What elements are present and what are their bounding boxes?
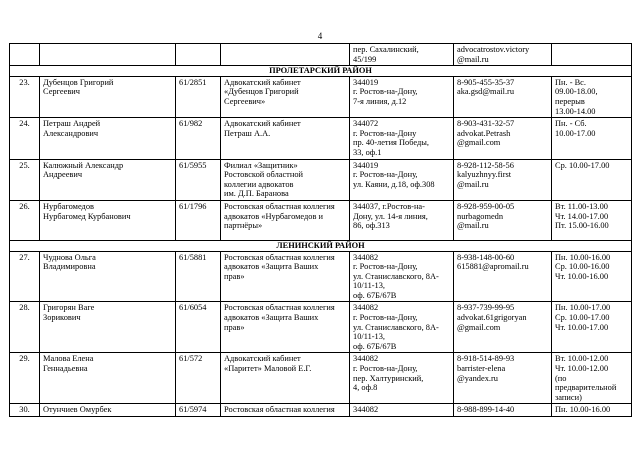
- address-cell: 344037, г.Ростов-на- Дону, ул. 14-я линия, 86, оф.313: [350, 200, 454, 240]
- row-number: 26.: [10, 200, 40, 240]
- row-number: 24.: [10, 118, 40, 159]
- registry-number: 61/982: [176, 118, 221, 159]
- row-number: 27.: [10, 251, 40, 302]
- contact-cell: 8-903-431-32-57 advokat.Petrash @gmail.com: [454, 118, 552, 159]
- contact-cell: 8-938-148-00-60 615881@apromail.ru: [454, 251, 552, 302]
- organization: Адвокатский кабинет Петраш А.А.: [221, 118, 350, 159]
- table-row: [10, 302, 632, 353]
- office-hours: Пн. 10.00-16.00: [552, 404, 632, 417]
- lawyer-name: Отунчиев Омурбек: [40, 404, 176, 417]
- lawyer-name: Чуднова Ольга Владимировна: [40, 251, 176, 302]
- row-number: 30.: [10, 404, 40, 417]
- registry-number: 61/2851: [176, 76, 221, 117]
- table-row: [10, 200, 632, 240]
- table-row: [10, 44, 632, 66]
- district-title: ПРОЛЕТАРСКИЙ РАЙОН: [10, 66, 632, 77]
- organization: Адвокатский кабинет «Паритет» Маловой Е.Г.: [221, 353, 350, 404]
- address-cell: 344082 г. Ростов-на-Дону, пер. Халтуринский, 4, оф.8: [350, 353, 454, 404]
- district-title: ЛЕНИНСКИЙ РАЙОН: [10, 240, 632, 251]
- organization: Ростовская областная коллегия адвокатов «Защита Ваших прав»: [221, 302, 350, 353]
- lawyers-table: [9, 43, 632, 417]
- table-row: [10, 353, 632, 404]
- office-hours: Пн. - Сб. 10.00-17.00: [552, 118, 632, 159]
- table-row: [10, 118, 632, 159]
- address-cell: 344082 г. Ростов-на-Дону, ул. Станиславского, 8А- 10/11-13, оф. 67Б/67В: [350, 302, 454, 353]
- district-header: [10, 240, 632, 251]
- contact-cell: 8-918-514-89-93 barrister-elena @yandex.ru: [454, 353, 552, 404]
- contact-cell: advocatrostov.victory @mail.ru: [454, 44, 552, 66]
- row-number: 29.: [10, 353, 40, 404]
- organization: Адвокатский кабинет «Дубенцов Григорий Сергеевич»: [221, 76, 350, 117]
- office-hours: Пн. 10.00-17.00 Ср. 10.00-17.00 Чт. 10.00-17.00: [552, 302, 632, 353]
- registry-number: 61/5974: [176, 404, 221, 417]
- registry-number: 61/6054: [176, 302, 221, 353]
- lawyer-name: Калюжный Александр Андреевич: [40, 159, 176, 200]
- address-cell: 344019 г. Ростов-на-Дону, ул. Каяни, д.18, оф.308: [350, 159, 454, 200]
- address-cell: 344019 г. Ростов-на-Дону, 7-я линия, д.12: [350, 76, 454, 117]
- lawyer-name: Малова Елена Геннадьевна: [40, 353, 176, 404]
- registry-number: 61/572: [176, 353, 221, 404]
- contact-cell: 8-928-112-58-56 kalyuzhnyy.first @mail.ru: [454, 159, 552, 200]
- registry-number: 61/5881: [176, 251, 221, 302]
- lawyer-name: Григорян Ваге Зорикович: [40, 302, 176, 353]
- row-number: 23.: [10, 76, 40, 117]
- lawyer-name: Дубенцов Григорий Сергеевич: [40, 76, 176, 117]
- table-row: [10, 251, 632, 302]
- contact-cell: 8-905-455-35-37 aka.gsd@mail.ru: [454, 76, 552, 117]
- contact-cell: 8-988-899-14-40: [454, 404, 552, 417]
- lawyer-name: Нурбагомедов Нурбагомед Курбанович: [40, 200, 176, 240]
- organization: Ростовская областная коллегия адвокатов «Нурбагомедов и партнёры»: [221, 200, 350, 240]
- row-number: 25.: [10, 159, 40, 200]
- office-hours: Пн. 10.00-16.00 Ср. 10.00-16.00 Чт. 10.00-16.00: [552, 251, 632, 302]
- office-hours: Вт. 10.00-12.00 Чт. 10.00-12.00 (по предварительной записи): [552, 353, 632, 404]
- district-header: [10, 66, 632, 77]
- address-cell: 344082: [350, 404, 454, 417]
- office-hours: Пн. - Вс. 09.00-18.00, перерыв 13.00-14.00: [552, 76, 632, 117]
- organization: Ростовская областная коллегия адвокатов «Защита Ваших прав»: [221, 251, 350, 302]
- registry-number: 61/5955: [176, 159, 221, 200]
- office-hours: Вт. 11.00-13.00 Чт. 14.00-17.00 Пт. 15.00-16.00: [552, 200, 632, 240]
- organization: Ростовская областная коллегия: [221, 404, 350, 417]
- table-row: [10, 159, 632, 200]
- organization: Филиал «Защитник» Ростовской областной коллегии адвокатов им. Д.П. Баранова: [221, 159, 350, 200]
- address-cell: пер. Сахалинский, 45/199: [350, 44, 454, 66]
- page-number: 4: [317, 31, 323, 41]
- registry-number: 61/1796: [176, 200, 221, 240]
- contact-cell: 8-937-739-99-95 advokat.61grigoryan @gmail.com: [454, 302, 552, 353]
- table-row: [10, 404, 632, 417]
- table-row: [10, 76, 632, 117]
- row-number: 28.: [10, 302, 40, 353]
- address-cell: 344082 г. Ростов-на-Дону, ул. Станиславского, 8А- 10/11-13, оф. 67Б/67В: [350, 251, 454, 302]
- address-cell: 344072 г. Ростов-на-Дону пр. 40-летия Победы, 33, оф.1: [350, 118, 454, 159]
- lawyer-name: Петраш Андрей Александрович: [40, 118, 176, 159]
- contact-cell: 8-928-959-00-05 nurbagomedn @mail.ru: [454, 200, 552, 240]
- office-hours: Ср. 10.00-17.00: [552, 159, 632, 200]
